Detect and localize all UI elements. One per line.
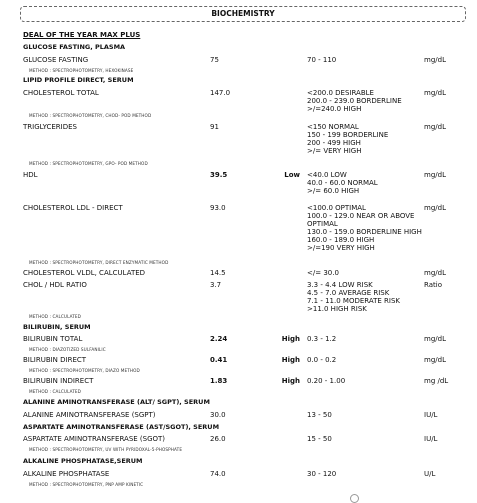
method-note: METHOD : SPECTROPHOTOMETRY, PNP AMP KINETIC (29, 482, 144, 487)
test-unit: Ratio (424, 281, 442, 289)
test-range: <200.0 DESIRABLE 200.0 - 239.0 BORDERLINE >/=240.0 HIGH (307, 89, 402, 113)
test-unit: mg/dL (424, 89, 446, 97)
section-title: BIOCHEMISTRY (211, 9, 275, 18)
test-unit: mg/dL (424, 123, 446, 131)
circle-icon (350, 494, 359, 503)
test-range: 13 - 50 (307, 411, 332, 419)
method-note: METHOD : CALCULATED (29, 389, 81, 394)
package-title: DEAL OF THE YEAR MAX PLUS (23, 31, 141, 39)
test-unit: mg/dL (424, 269, 446, 277)
test-name: CHOLESTEROL LDL - DIRECT (23, 204, 123, 212)
method-note: METHOD : SPECTROPHOTOMETRY, CHOD- POD METHOD (29, 113, 152, 118)
group-title-ast: ASPARTATE AMINOTRANSFERASE (AST/SGOT), SERUM (23, 423, 220, 431)
test-value: 1.83 (210, 377, 228, 385)
test-name: CHOL / HDL RATIO (23, 281, 87, 289)
test-value: 93.0 (210, 204, 226, 212)
test-flag: High (281, 356, 300, 364)
method-note: METHOD : DIAZOTIZED SULFANILIC (29, 347, 106, 352)
test-name: GLUCOSE FASTING (23, 56, 89, 64)
group-title-alt: ALANINE AMINOTRANSFERASE (ALT/ SGPT), SERUM (23, 398, 210, 406)
test-name: TRIGLYCERIDES (23, 123, 77, 131)
group-title-alp: ALKALINE PHOSPHATASE,SERUM (23, 457, 143, 465)
test-range: 15 - 50 (307, 435, 332, 443)
group-title-lipid: LIPID PROFILE DIRECT, SERUM (23, 76, 134, 84)
test-unit: IU/L (424, 411, 438, 419)
section-header (20, 6, 466, 22)
method-note: METHOD : SPECTROPHOTOMETRY, GPO- POD METHOD (29, 161, 148, 166)
test-range: </= 30.0 (307, 269, 339, 277)
test-unit: mg/dL (424, 171, 446, 179)
method-note: METHOD : CALCULATED (29, 314, 81, 319)
test-range: 0.3 - 1.2 (307, 335, 337, 343)
test-unit: mg/dL (424, 204, 446, 212)
method-note: METHOD : SPECTROPHOTOMETRY, DIAZO METHOD (29, 368, 140, 373)
test-name: CHOLESTEROL TOTAL (23, 89, 99, 97)
test-name: BILIRUBIN TOTAL (23, 335, 83, 343)
test-value: 26.0 (210, 435, 226, 443)
test-value: 0.41 (210, 356, 228, 364)
test-value: 14.5 (210, 269, 226, 277)
test-name: HDL (23, 171, 38, 179)
test-unit: IU/L (424, 435, 438, 443)
test-value: 147.0 (210, 89, 231, 97)
test-flag: High (281, 377, 300, 385)
method-note: METHOD : SPECTROPHOTOMETRY, HEXOKINASE (29, 68, 134, 73)
test-value: 2.24 (210, 335, 228, 343)
test-value: 39.5 (210, 171, 228, 179)
test-unit: mg/dL (424, 356, 446, 364)
test-range: 30 - 120 (307, 470, 337, 478)
test-range: 3.3 - 4.4 LOW RISK 4.5 - 7.0 AVERAGE RISK 7.1 - 11.0 MODERATE RISK >11.0 HIGH RISK (307, 281, 400, 313)
test-name: BILIRUBIN DIRECT (23, 356, 87, 364)
test-value: 3.7 (210, 281, 222, 289)
test-name: BILIRUBIN INDIRECT (23, 377, 94, 385)
test-value: 75 (210, 56, 219, 64)
test-value: 74.0 (210, 470, 226, 478)
test-name: ALANINE AMINOTRANSFERASE (SGPT) (23, 411, 156, 419)
test-range: <150 NORMAL 150 - 199 BORDERLINE 200 - 499 HIGH >/= VERY HIGH (307, 123, 389, 155)
test-range: <40.0 LOW 40.0 - 60.0 NORMAL >/= 60.0 HIGH (307, 171, 378, 195)
method-note: METHOD : SPECTROPHOTOMETRY, UV WITH PYRIDOXAL-5-PHOSPHATE (29, 447, 183, 452)
test-flag: High (281, 335, 300, 343)
test-unit: mg /dL (424, 377, 449, 385)
test-name: ASPARTATE AMINOTRANSFERASE (SGOT) (23, 435, 166, 443)
test-range: 70 - 110 (307, 56, 337, 64)
test-name: CHOLESTEROL VLDL, CALCULATED (23, 269, 146, 277)
test-unit: mg/dL (424, 335, 446, 343)
test-unit: mg/dL (424, 56, 446, 64)
test-name: ALKALINE PHOSPHATASE (23, 470, 110, 478)
test-value: 30.0 (210, 411, 226, 419)
test-unit: U/L (424, 470, 436, 478)
test-flag: Low (284, 171, 300, 179)
test-range: 0.20 - 1.00 (307, 377, 346, 385)
test-range: <100.0 OPTIMAL 100.0 - 129.0 NEAR OR ABOVE OPTIMAL 130.0 - 159.0 BORDERLINE HIGH 160.0 - 189.0 HIGH >/=190 VERY HIGH (307, 204, 422, 252)
test-range: 0.0 - 0.2 (307, 356, 337, 364)
group-title-bilirubin: BILIRUBIN, SERUM (23, 323, 91, 331)
method-note: METHOD : SPECTROPHOTOMETRY, DIRECT ENZYMATIC METHOD (29, 260, 169, 265)
group-title-glucose: GLUCOSE FASTING, PLASMA (23, 43, 126, 51)
test-value: 91 (210, 123, 219, 131)
